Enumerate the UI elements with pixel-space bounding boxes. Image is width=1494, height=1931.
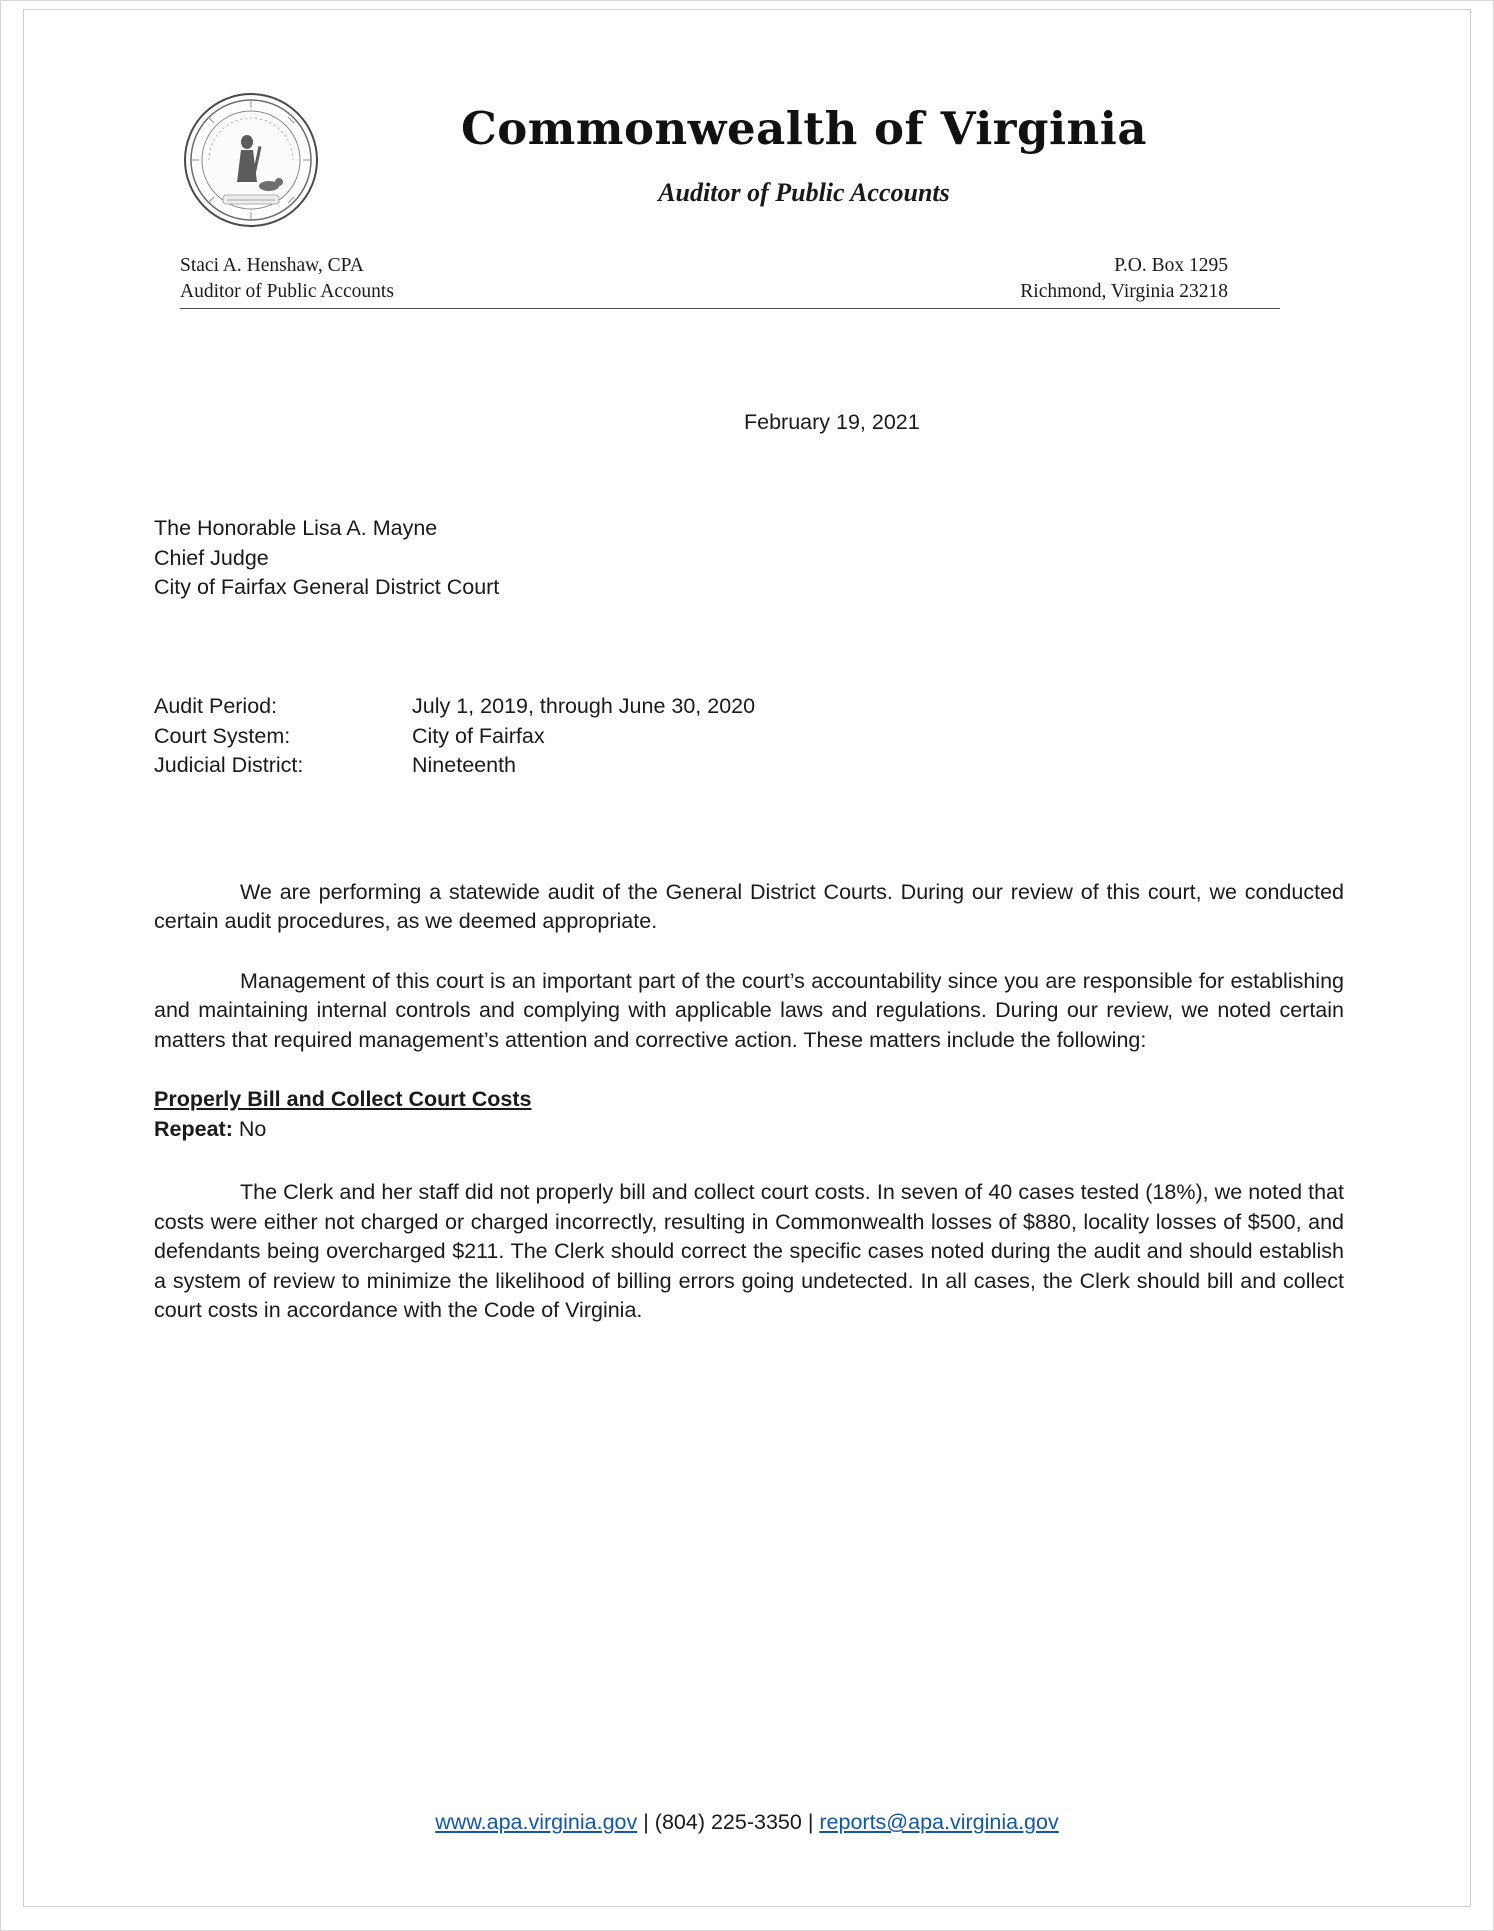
addressee-line-2: Chief Judge [154, 545, 269, 570]
finding-heading: Properly Bill and Collect Court Costs [154, 1087, 532, 1112]
meta-row [154, 692, 755, 722]
footer-separator-2: | [807, 1810, 814, 1834]
meta-label-audit-period: Audit Period: [154, 694, 278, 718]
letterhead-left-block [180, 253, 394, 306]
po-box: P.O. Box 1295 [1114, 255, 1228, 276]
meta-value-judicial-district: Nineteenth [412, 753, 516, 778]
finding-text: The Clerk and her staff did not properly bill and collect court costs. In seven of 40 cases tested (18%), we noted that costs were either not charged or charged incorrectly, resulting in Commonwealth losses of $880, locality losses of $500, and defendants being overcharged $211. The Clerk should correct the specific cases noted during the audit and should establish a system of review to minimize the likelihood of billing errors going undetected. In all cases, the Clerk should bill and collect court costs in accordance with the Code of Virginia. [154, 1180, 1344, 1322]
finding-repeat-value: No [238, 1116, 267, 1141]
email-link[interactable]: reports@apa.virginia.gov [819, 1810, 1059, 1834]
letterhead-subtitle: Auditor of Public Accounts [658, 178, 950, 207]
letterhead-divider [180, 308, 1280, 309]
letter-paragraphs [154, 878, 1344, 1325]
paragraph-intro: We are performing a statewide audit of the General District Courts. During our review of this court, we conducted certain audit procedures, as we deemed appropriate. [154, 880, 1344, 934]
website-link[interactable]: www.apa.virginia.gov [435, 1810, 638, 1834]
meta-row [154, 722, 755, 752]
letter-date: February 19, 2021 [744, 410, 920, 434]
letterhead-right-block [1020, 253, 1228, 306]
paragraph-management: Management of this court is an important part of the court’s accountability since you are responsible for establishing and maintaining internal controls and complying with applicable laws and regulations. During our review, we noted certain matters that required management’s attention and corrective action. These matters include the following: [154, 968, 1344, 1052]
finding-repeat-label: Repeat: [154, 1116, 233, 1141]
finding-repeat-line [154, 1115, 1344, 1144]
page-footer [24, 1810, 1470, 1835]
addressee-line-3: City of Fairfax General District Court [154, 575, 500, 600]
meta-row [154, 751, 755, 781]
meta-value-court-system: City of Fairfax [412, 723, 545, 748]
audit-meta-block [154, 692, 755, 781]
letter-sheet [23, 9, 1471, 1907]
auditor-name: Staci A. Henshaw, CPA [180, 255, 364, 276]
auditor-role: Auditor of Public Accounts [180, 281, 394, 303]
letter-content [24, 10, 1470, 1906]
meta-label-judicial-district: Judicial District: [154, 753, 304, 778]
addressee-line-1: The Honorable Lisa A. Mayne [154, 516, 438, 540]
city-state-zip: Richmond, Virginia 23218 [1020, 281, 1228, 303]
meta-value-audit-period: July 1, 2019, through June 30, 2020 [412, 694, 756, 718]
letterhead-title: Commonwealth of Virginia [460, 102, 1148, 155]
virginia-state-seal-icon [181, 90, 321, 230]
footer-phone: (804) 225-3350 [654, 1810, 802, 1834]
footer-separator-1: | [643, 1810, 649, 1834]
addressee-block [154, 514, 499, 603]
meta-label-court-system: Court System: [154, 723, 291, 748]
